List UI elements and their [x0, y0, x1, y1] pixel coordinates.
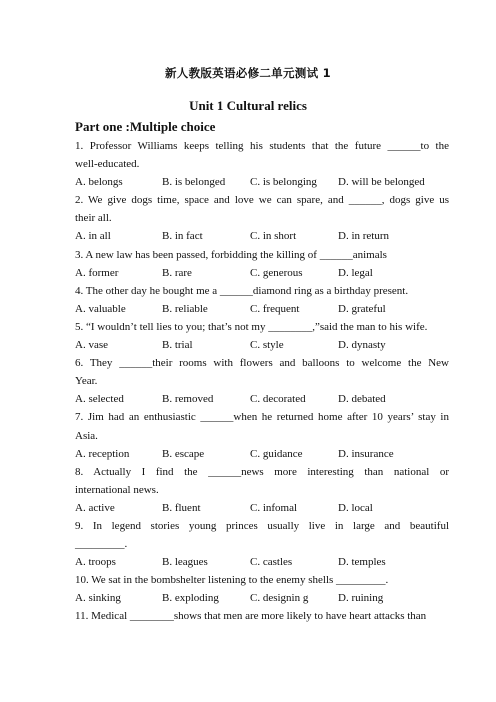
question-text-line: international news. [75, 483, 159, 496]
question-4 [75, 282, 449, 318]
option-c[interactable]: C. generous [250, 266, 303, 279]
question-text-line: 6. They ______their rooms with flowers and balloons to welcome the New [75, 357, 449, 370]
answer-options [75, 445, 449, 463]
answer-options [75, 553, 449, 571]
question-11 [75, 607, 449, 625]
option-c[interactable]: C. guidance [250, 447, 303, 460]
question-8 [75, 463, 449, 517]
option-c[interactable]: C. castles [250, 556, 293, 569]
option-d[interactable]: D. legal [338, 266, 373, 279]
question-text-line: 8. Actually I find the ______news more interesting than national or [75, 465, 449, 478]
option-d[interactable]: D. debated [338, 393, 386, 406]
question-5 [75, 318, 449, 354]
option-c[interactable]: C. decorated [250, 393, 306, 406]
question-text-line: their all. [75, 212, 112, 225]
question-text-line: 7. Jim had an enthusiastic ______when he returned home after 10 years’ stay in [75, 411, 449, 424]
question-text-line: Asia. [75, 429, 98, 442]
question-list [75, 137, 449, 626]
option-d[interactable]: D. dynasty [338, 339, 386, 352]
option-a[interactable]: A. valuable [75, 302, 126, 315]
question-text-line: Year. [75, 375, 98, 388]
option-b[interactable]: B. fluent [162, 501, 201, 514]
question-10 [75, 571, 449, 607]
question-text-line: 5. “I wouldn’t tell lies to you; that’s not my ________,”said the man to his wife. [75, 320, 428, 333]
option-b[interactable]: B. exploding [162, 592, 219, 605]
option-c[interactable]: C. infomal [250, 501, 298, 514]
answer-options [75, 390, 449, 408]
option-d[interactable]: D. temples [338, 556, 386, 569]
answer-options [75, 589, 449, 607]
question-3 [75, 246, 449, 282]
option-d[interactable]: D. in return [338, 230, 390, 243]
question-text-line: 11. Medical ________shows that men are more likely to have heart attacks than [75, 610, 427, 623]
option-a[interactable]: A. sinking [75, 592, 121, 605]
option-b[interactable]: B. leagues [162, 556, 208, 569]
option-a[interactable]: A. belongs [75, 176, 123, 189]
question-text-line: _________. [75, 538, 128, 551]
option-c[interactable]: C. is belonging [250, 176, 317, 189]
answer-options [75, 300, 449, 318]
question-9 [75, 517, 449, 571]
option-b[interactable]: B. escape [162, 447, 205, 460]
option-d[interactable]: D. local [338, 501, 373, 514]
question-1 [75, 137, 449, 191]
option-d[interactable]: D. ruining [338, 592, 384, 605]
answer-options [75, 336, 449, 354]
option-a[interactable]: A. selected [75, 393, 124, 406]
answer-options [75, 264, 449, 282]
option-c[interactable]: C. style [250, 339, 284, 352]
unit-title: Unit 1 Cultural relics [189, 98, 307, 113]
option-a[interactable]: A. active [75, 501, 115, 514]
option-b[interactable]: B. rare [162, 266, 192, 279]
answer-options [75, 499, 449, 517]
question-text-line: 1. Professor Williams keeps telling his students that the future ______to the [75, 140, 449, 152]
question-text-line: 2. We give dogs time, space and love we can spare, and ______, dogs give us [75, 194, 449, 207]
option-d[interactable]: D. grateful [338, 302, 386, 315]
option-b[interactable]: B. is belonged [162, 176, 226, 189]
question-6 [75, 354, 449, 408]
question-text-line: 10. We sat in the bombshelter listening to the enemy shells _________. [75, 574, 389, 587]
question-text-line: well-educated. [75, 158, 140, 171]
part-title: Part one :Multiple choice [75, 119, 216, 134]
answer-options [75, 173, 449, 191]
option-d[interactable]: D. will be belonged [338, 176, 425, 189]
option-c[interactable]: C. in short [250, 230, 297, 243]
option-b[interactable]: B. in fact [162, 230, 203, 243]
option-c[interactable]: C. frequent [250, 302, 300, 315]
option-b[interactable]: B. trial [162, 339, 193, 352]
answer-options [75, 227, 449, 245]
question-2 [75, 191, 449, 245]
option-a[interactable]: A. troops [75, 556, 116, 569]
option-a[interactable]: A. in all [75, 230, 111, 243]
option-a[interactable]: A. vase [75, 339, 108, 352]
option-c[interactable]: C. designin g [250, 592, 309, 605]
option-b[interactable]: B. removed [162, 393, 214, 406]
question-text-line: 4. The other day he bought me a ______diamond ring as a birthday present. [75, 284, 409, 297]
option-d[interactable]: D. insurance [338, 447, 394, 460]
question-text-line: 9. In legend stories young princes usually live in large and beautiful [75, 519, 449, 532]
question-7 [75, 408, 449, 462]
option-b[interactable]: B. reliable [162, 302, 208, 315]
option-a[interactable]: A. former [75, 266, 119, 279]
question-text-line: 3. A new law has been passed, forbidding the killing of ______animals [75, 248, 387, 261]
option-a[interactable]: A. reception [75, 447, 130, 460]
document-title: 新人教版英语必修二单元测试 1 [164, 66, 331, 80]
